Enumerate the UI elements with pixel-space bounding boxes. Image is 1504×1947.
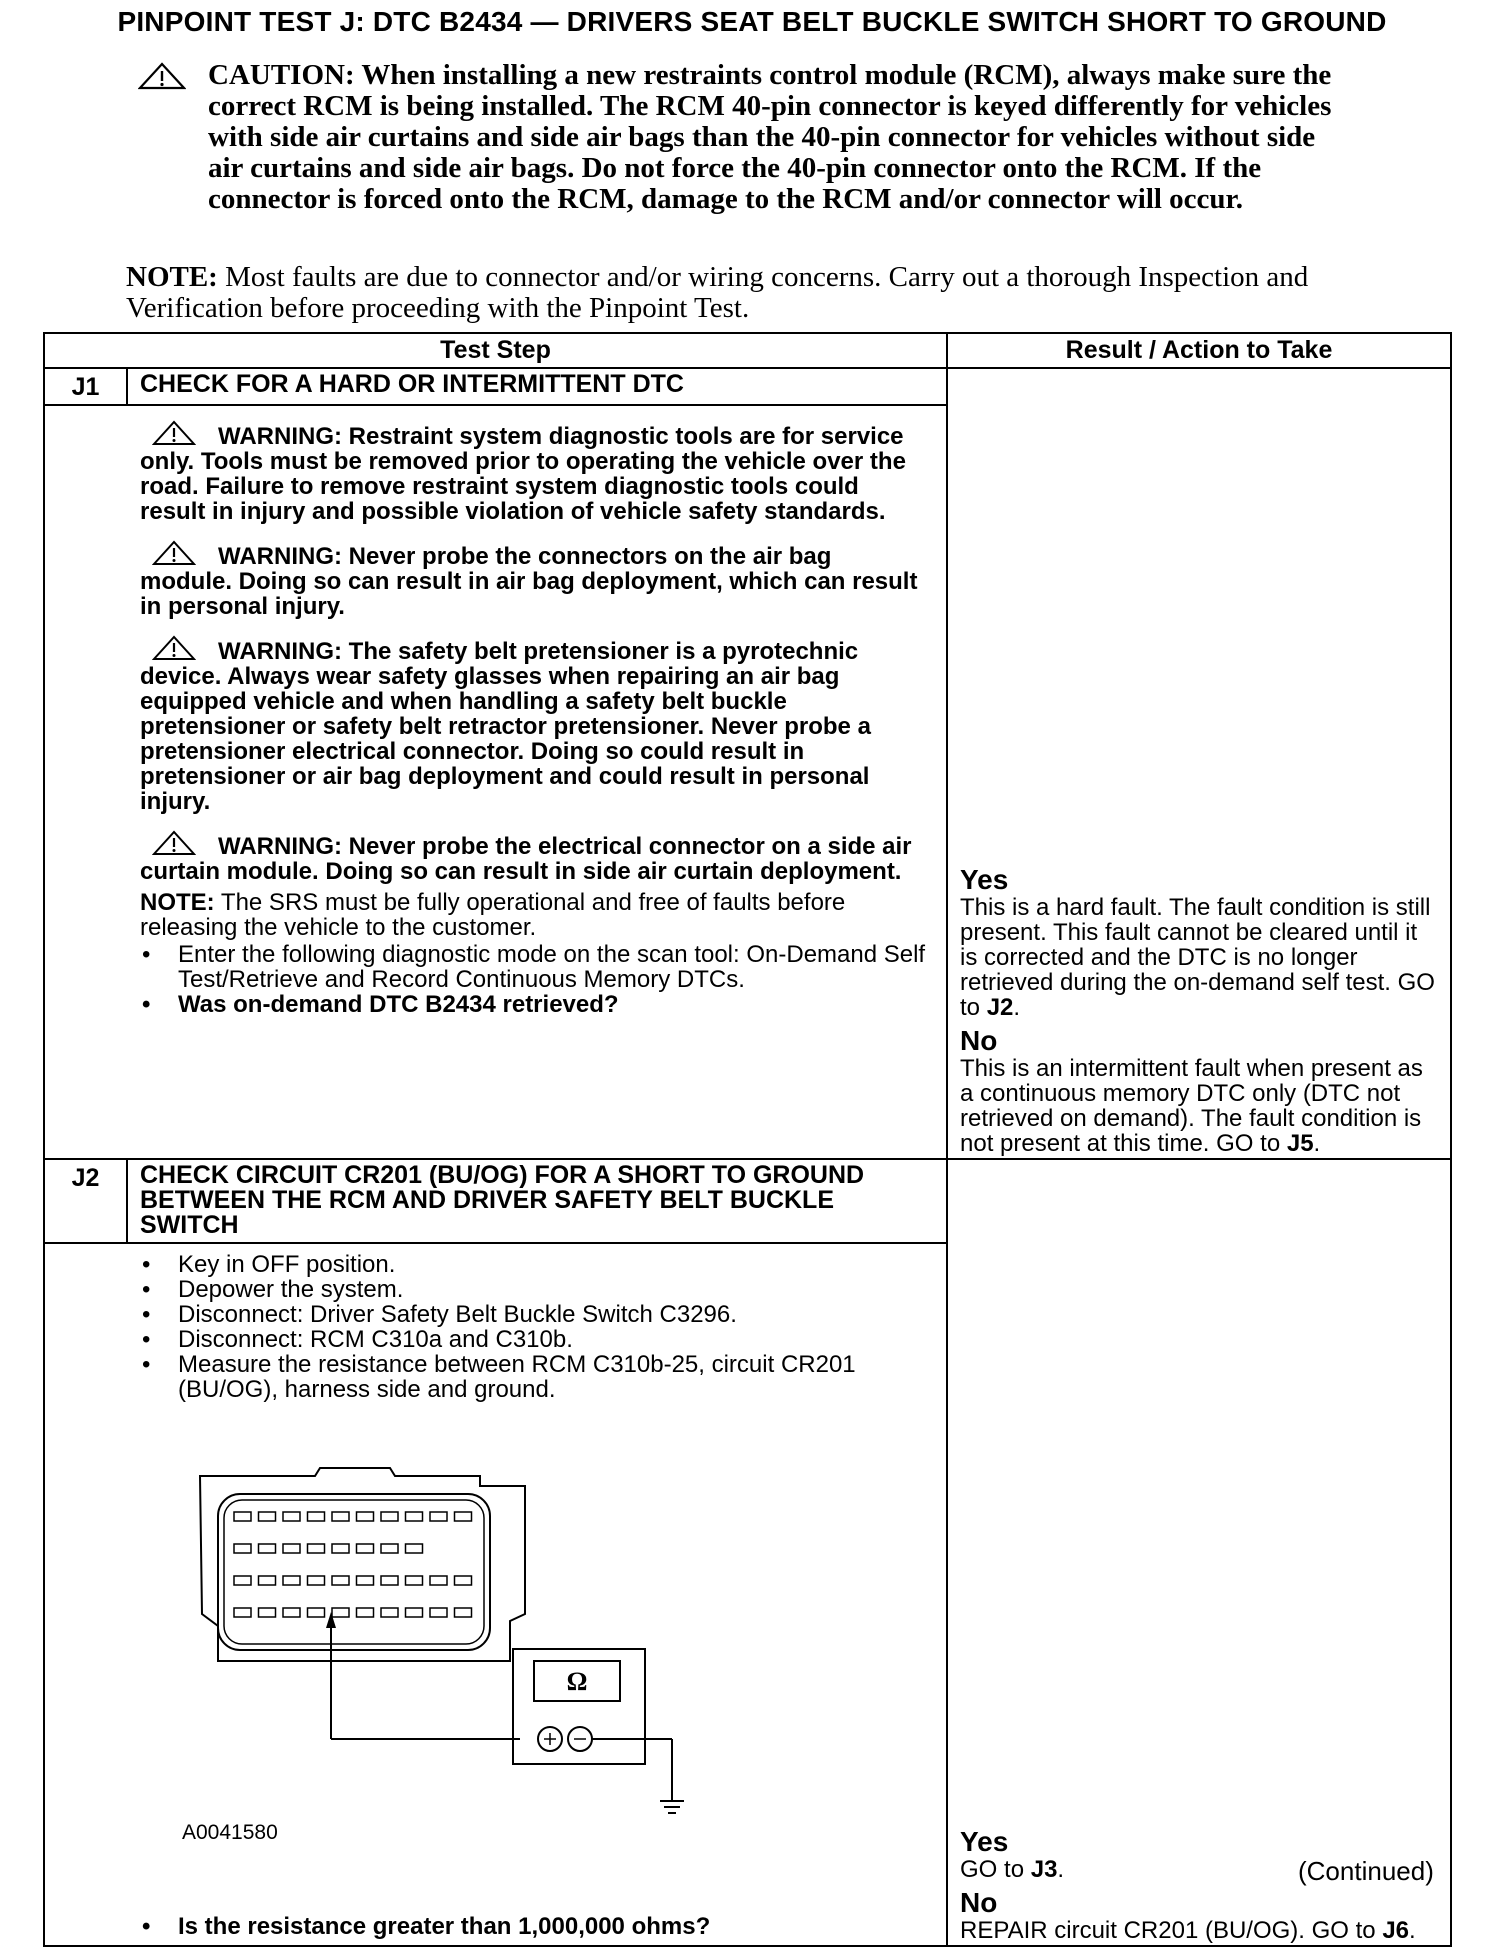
pin-cavity <box>357 1544 374 1553</box>
list-item: • Disconnect: RCM C310a and C310b. <box>140 1327 928 1352</box>
j1-note-label: NOTE: <box>140 889 215 916</box>
note-text: Most faults are due to connector and/or wiring concerns. Carry out a thorough Inspection and Verification before proceeding with the Pinpoint Test. <box>126 261 1309 324</box>
j1-note <box>140 890 928 940</box>
page-title: PINPOINT TEST J: DTC B2434 — DRIVERS SEAT BELT BUCKLE SWITCH SHORT TO GROUND <box>117 6 1387 37</box>
result-j1-yes-text: This is a hard fault. The fault condition is still present. This fault cannot be cleared until it is corrected and the DTC is no longer retrieved during the on-demand self test. GO to <box>960 894 1435 1021</box>
step-title-j2: CHECK CIRCUIT CR201 (BU/OG) FOR A SHORT TO GROUND BETWEEN THE RCM AND DRIVER SAFETY BELT BUCKLE SWITCH <box>127 1159 947 1243</box>
connector-pins <box>234 1512 472 1617</box>
result-j2: Yes GO to J3. No REPAIR circuit CR201 (BU/OG). GO to J6. <box>947 1159 1451 1946</box>
pin-cavity <box>308 1512 325 1521</box>
warning-text: WARNING: The safety belt pretensioner is a pyrotechnic device. Always wear safety glasses when repairing an air bag equipped vehicle and when handling a safety belt buckle pretensioner or safety belt retractor pretensioner. Never probe a pretensioner electrical connector. Doing so could result in pretensioner or air bag deployment and could result in personal injury. <box>140 638 871 815</box>
step-title-j1: CHECK FOR A HARD OR INTERMITTENT DTC <box>127 368 947 405</box>
pin-cavity <box>308 1576 325 1585</box>
list-item: • Enter the following diagnostic mode on the scan tool: On-Demand Self Test/Retrieve and Record Continuous Memory DTCs. <box>140 942 928 992</box>
result-j1: Yes This is a hard fault. The fault condition is still present. This fault cannot be cleared until it is corrected and the DTC is no longer retrieved during the on-demand self test. GO to J2. No This is an intermittent fault when present as a continuous memory DTC only (DTC not retrieved on demand). The fault condition is not present at this time. GO to J5. <box>947 368 1451 1159</box>
result-j2-no-label: No <box>960 1887 998 1918</box>
j1-note-text: The SRS must be fully operational and free of faults before releasing the vehicle to the customer. <box>140 889 846 941</box>
caution-label: CAUTION: <box>208 59 355 91</box>
warning-text: WARNING: Never probe the electrical connector on a side air curtain module. Doing so can result in side air curtain deployment. <box>140 833 912 885</box>
caution-text: When installing a new restraints control module (RCM), always make sure the correct RCM is being installed. The RCM 40-pin connector is keyed differently for vehicles with side air curtains and side air bags than the 40-pin connector for vehicles without side air curtains and side air bags. Do not force the 40-pin connector onto the RCM. If the connector is forced onto the RCM, damage to the RCM and/or connector will occur. <box>208 59 1332 215</box>
result-j2-yes-text: GO to <box>960 1856 1025 1883</box>
step-body-j1 <box>44 405 947 1159</box>
pin-cavity <box>406 1608 423 1617</box>
pin-cavity <box>234 1576 251 1585</box>
figure-id: A0041580 <box>182 1821 278 1844</box>
warning-triangle-icon <box>152 540 196 566</box>
connector-diagram <box>140 1402 928 1912</box>
pin-cavity <box>308 1608 325 1617</box>
ohm-symbol: Ω <box>566 1667 588 1696</box>
pinpoint-table <box>43 332 1452 1947</box>
warning-triangle-icon <box>138 62 186 90</box>
list-item: • Disconnect: Driver Safety Belt Buckle Switch C3296. <box>140 1302 928 1327</box>
warning-block <box>140 639 928 814</box>
pin-cavity <box>357 1512 374 1521</box>
pin-cavity <box>430 1608 447 1617</box>
goto-j5-link[interactable]: J5 <box>1286 1130 1314 1157</box>
pin-cavity <box>259 1512 276 1521</box>
pin-cavity <box>406 1512 423 1521</box>
warning-triangle-icon <box>152 635 196 661</box>
ground-icon <box>660 1801 684 1813</box>
pin-cavity <box>234 1512 251 1521</box>
warning-text: WARNING: Restraint system diagnostic tools are for service only. Tools must be removed prior to operating the vehicle over the road. Failure to remove restraint system diagnostic tools could result in injury and possible violation of vehicle safety standards. <box>140 423 906 525</box>
pin-cavity <box>283 1576 300 1585</box>
step-body-j2 <box>44 1243 947 1946</box>
goto-j3-link[interactable]: J3 <box>1030 1856 1058 1883</box>
header-result: Result / Action to Take <box>947 333 1451 368</box>
step-id-j2: J2 <box>44 1159 127 1243</box>
list-item: • Key in OFF position. <box>140 1252 928 1277</box>
result-j2-yes-label: Yes <box>960 1826 1009 1857</box>
pin-cavity <box>259 1608 276 1617</box>
warning-text: WARNING: Never probe the connectors on the air bag module. Doing so can result in air bag deployment, which can result in personal injury. <box>140 543 918 620</box>
pin-cavity <box>357 1608 374 1617</box>
list-item: • Was on-demand DTC B2434 retrieved? <box>140 992 928 1017</box>
warning-triangle-icon <box>152 420 196 446</box>
pin-cavity <box>406 1576 423 1585</box>
pin-cavity <box>259 1576 276 1585</box>
pin-cavity <box>455 1576 472 1585</box>
warning-block <box>140 834 928 884</box>
pin-cavity <box>283 1608 300 1617</box>
pin-cavity <box>308 1544 325 1553</box>
j1-bullets <box>140 942 928 1017</box>
pin-cavity <box>430 1576 447 1585</box>
pin-cavity <box>430 1512 447 1521</box>
pin-cavity <box>357 1576 374 1585</box>
step-id-j1: J1 <box>44 368 127 405</box>
pin-cavity <box>234 1608 251 1617</box>
warning-triangle-icon <box>152 830 196 856</box>
pin-cavity <box>381 1576 398 1585</box>
result-j1-no-label: No <box>960 1025 998 1056</box>
pin-cavity <box>332 1544 349 1553</box>
goto-j2-link[interactable]: J2 <box>986 994 1014 1021</box>
pin-cavity <box>234 1544 251 1553</box>
connector-svg <box>180 1456 740 1836</box>
result-j1-yes-label: Yes <box>960 864 1009 895</box>
caution-block <box>126 60 1356 215</box>
continued-label: (Continued) <box>1298 1856 1434 1886</box>
result-j2-no-text: REPAIR circuit CR201 (BU/OG). GO to <box>960 1917 1376 1944</box>
goto-j6-link[interactable]: J6 <box>1382 1917 1410 1944</box>
pin-cavity <box>455 1512 472 1521</box>
warning-block <box>140 544 928 619</box>
list-item: • Depower the system. <box>140 1277 928 1302</box>
pin-cavity <box>332 1512 349 1521</box>
pin-cavity <box>381 1512 398 1521</box>
pin-cavity <box>381 1544 398 1553</box>
pin-cavity <box>283 1512 300 1521</box>
pin-cavity <box>283 1544 300 1553</box>
pin-cavity <box>455 1608 472 1617</box>
list-item: • Is the resistance greater than 1,000,000 ohms? <box>140 1914 928 1939</box>
pin-cavity <box>406 1544 423 1553</box>
pin-cavity <box>332 1576 349 1585</box>
pin-cavity <box>259 1544 276 1553</box>
note-label: NOTE: <box>126 261 218 293</box>
warning-block <box>140 424 928 524</box>
list-item: • Measure the resistance between RCM C310b-25, circuit CR201 (BU/OG), harness side and ground. <box>140 1352 928 1402</box>
j2-bullets <box>140 1252 928 1402</box>
result-j1-no-text: This is an intermittent fault when present as a continuous memory DTC only (DTC not retrieved on demand). The fault condition is not present at this time. GO to <box>960 1055 1423 1157</box>
header-test-step: Test Step <box>44 333 947 368</box>
j2-question <box>140 1914 928 1939</box>
pin-cavity <box>332 1608 349 1617</box>
note-block <box>126 262 1356 324</box>
pin-cavity <box>381 1608 398 1617</box>
